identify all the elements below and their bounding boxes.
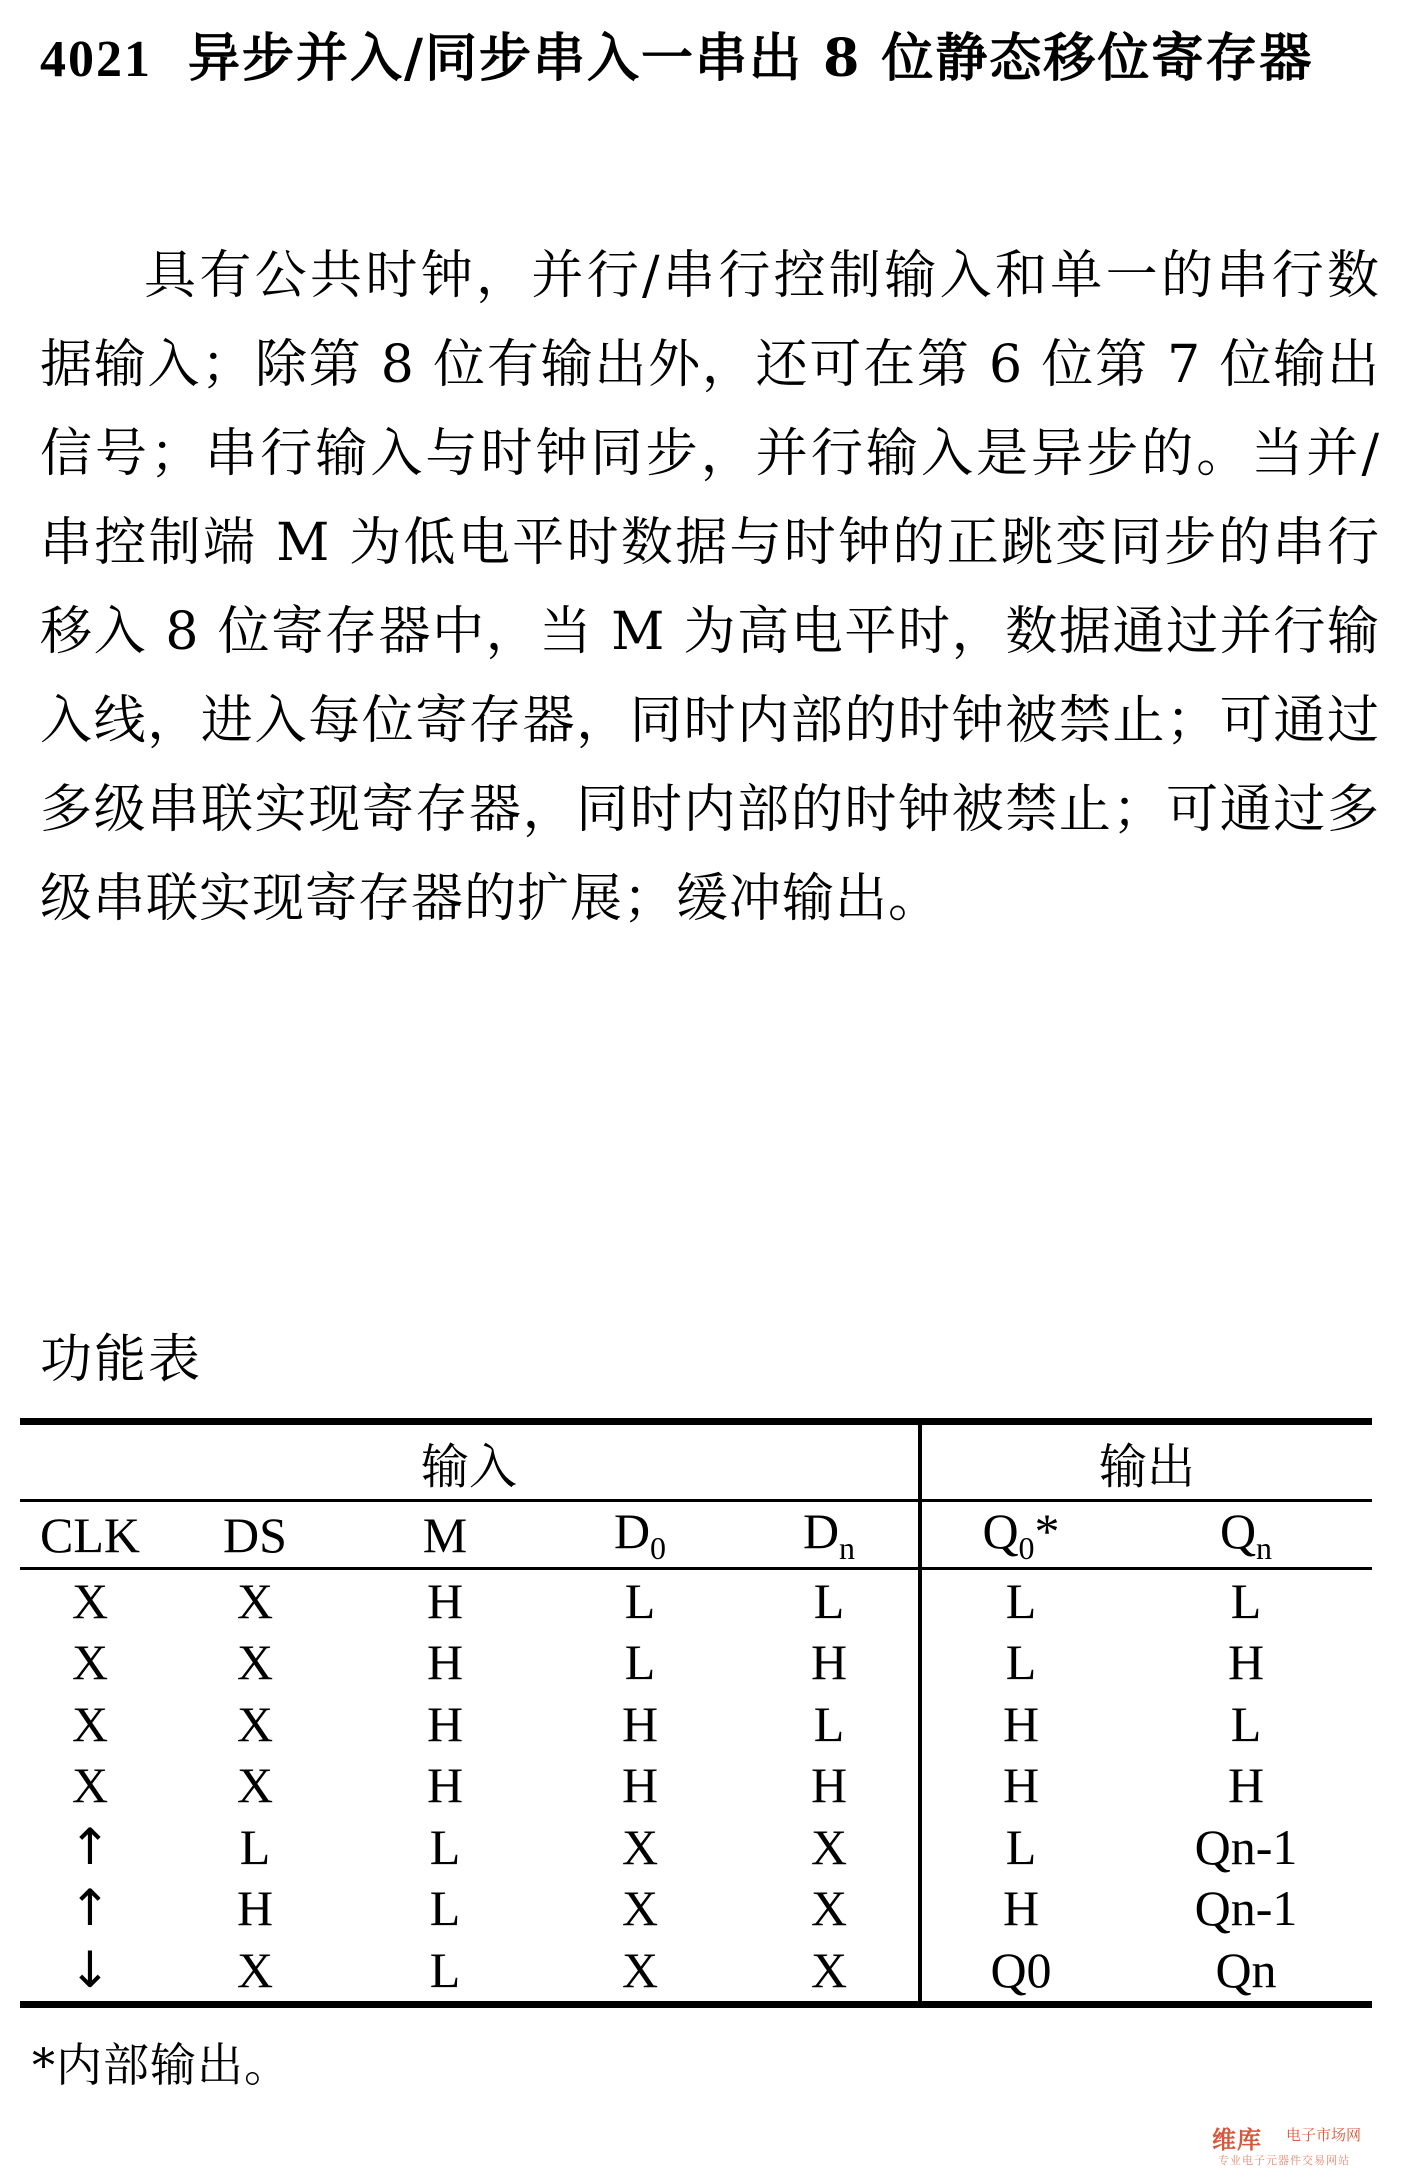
cell-clk: X xyxy=(71,1757,109,1814)
cell-q0: H xyxy=(920,1878,1120,1940)
cell-d0: L xyxy=(624,1634,656,1691)
table-group-header-row xyxy=(20,1422,1372,1501)
table-row xyxy=(20,1755,1372,1817)
cell-ds: X xyxy=(160,1939,350,2004)
cell-q0: H xyxy=(920,1693,1120,1755)
cell-dn: L xyxy=(813,1695,845,1752)
col-header-clk: CLK xyxy=(20,1501,160,1569)
cell-m: L xyxy=(350,1939,540,2004)
cell-ds: L xyxy=(239,1818,271,1875)
cell-qn: Qn xyxy=(1120,1939,1372,2004)
table-row xyxy=(20,1816,1372,1878)
cell-dn: X xyxy=(740,1939,920,2004)
cell-clk: X xyxy=(71,1634,109,1691)
col-header-ds: DS xyxy=(160,1501,350,1569)
table-column-header-row xyxy=(20,1501,1372,1569)
description-paragraph: 具有公共时钟，并行/串行控制输入和单一的串行数据输入；除第 8 位有输出外，还可在第 6 位第 7 位输出信号；串行输入与时钟同步，并行输入是异步的。当并/串控制端 M 为低电平时数据与时钟的正跳变同步的串行移入 8 位寄存器中，当 M 为高电平时，数据通过并行输入线，进入每位寄存器，同时内部的时钟被禁止；可通过多级串联实现寄存器，同时内部的时钟被禁止；可通过多级串联实现寄存器的扩展；缓冲输出。 xyxy=(40,246,1380,929)
chip-title: 异步并入/同步串入一串出 8 位静态移位寄存器 xyxy=(188,28,1314,89)
cell-ds: X xyxy=(236,1572,274,1629)
col-header-qn: $Q_n$ xyxy=(1120,1501,1372,1569)
watermark-tagline: 专业电子元器件交易网站 xyxy=(1218,2154,1350,2167)
table-footnote: *内部输出。 xyxy=(32,2038,291,2092)
col-header-m: M xyxy=(350,1501,540,1569)
col-header-d0: $D_0$ xyxy=(540,1501,740,1569)
cell-m: H xyxy=(426,1757,464,1814)
cell-m: H xyxy=(426,1634,464,1691)
cell-qn: Qn-1 xyxy=(1194,1818,1298,1875)
cell-dn: L xyxy=(813,1572,845,1629)
table-caption: 功能表 xyxy=(40,1330,203,1390)
cell-m: H xyxy=(426,1572,464,1629)
cell-m: L xyxy=(429,1818,461,1875)
cell-d0: L xyxy=(624,1572,656,1629)
chip-code: 4021 xyxy=(40,31,152,88)
cell-qn: L xyxy=(1230,1572,1262,1629)
table-row xyxy=(20,1693,1372,1755)
cell-qn: H xyxy=(1227,1634,1265,1691)
cell-ds: H xyxy=(236,1880,274,1937)
cell-q0: L xyxy=(920,1816,1120,1878)
table-row xyxy=(20,1632,1372,1694)
cell-dn: H xyxy=(810,1634,848,1691)
cell-q0: L xyxy=(920,1632,1120,1694)
cell-ds: X xyxy=(236,1695,274,1752)
function-table xyxy=(20,1418,1372,2008)
col-header-q0: $Q_0*$ xyxy=(920,1501,1120,1569)
cell-dn: X xyxy=(810,1818,848,1875)
cell-d0: H xyxy=(621,1757,659,1814)
cell-ds: X xyxy=(236,1757,274,1814)
col-header-dn: $D_n$ xyxy=(740,1501,920,1569)
cell-q0: H xyxy=(920,1755,1120,1817)
table-row xyxy=(20,1569,1372,1632)
site-watermark xyxy=(1212,2120,1412,2172)
outputs-group-header: 输出 xyxy=(920,1422,1372,1501)
cell-clk: X xyxy=(71,1695,109,1752)
cell-clk: X xyxy=(71,1572,109,1629)
cell-dn: H xyxy=(810,1757,848,1814)
cell-clk-rising-arrow: ↑ xyxy=(69,1817,111,1876)
cell-q0: L xyxy=(920,1569,1120,1632)
watermark-logo: 维库 xyxy=(1212,2126,1262,2154)
cell-dn: X xyxy=(810,1880,848,1937)
cell-d0: X xyxy=(540,1939,740,2004)
cell-clk-falling-arrow: ↓ xyxy=(20,1939,160,2004)
cell-m: H xyxy=(426,1695,464,1752)
cell-qn: H xyxy=(1227,1757,1265,1814)
cell-qn: Qn-1 xyxy=(1194,1880,1298,1937)
table-row xyxy=(20,1939,1372,2004)
cell-d0: X xyxy=(621,1880,659,1937)
inputs-group-header: 输入 xyxy=(20,1422,920,1501)
document-heading xyxy=(40,18,1390,101)
cell-q0: Q0 xyxy=(920,1939,1120,2004)
cell-qn: L xyxy=(1230,1695,1262,1752)
cell-m: L xyxy=(429,1880,461,1937)
watermark-site-name: 电子市场网 xyxy=(1286,2126,1362,2144)
cell-d0: X xyxy=(621,1818,659,1875)
cell-d0: H xyxy=(621,1695,659,1752)
cell-ds: X xyxy=(236,1634,274,1691)
table-row xyxy=(20,1878,1372,1940)
cell-clk-rising-arrow: ↑ xyxy=(69,1879,111,1938)
